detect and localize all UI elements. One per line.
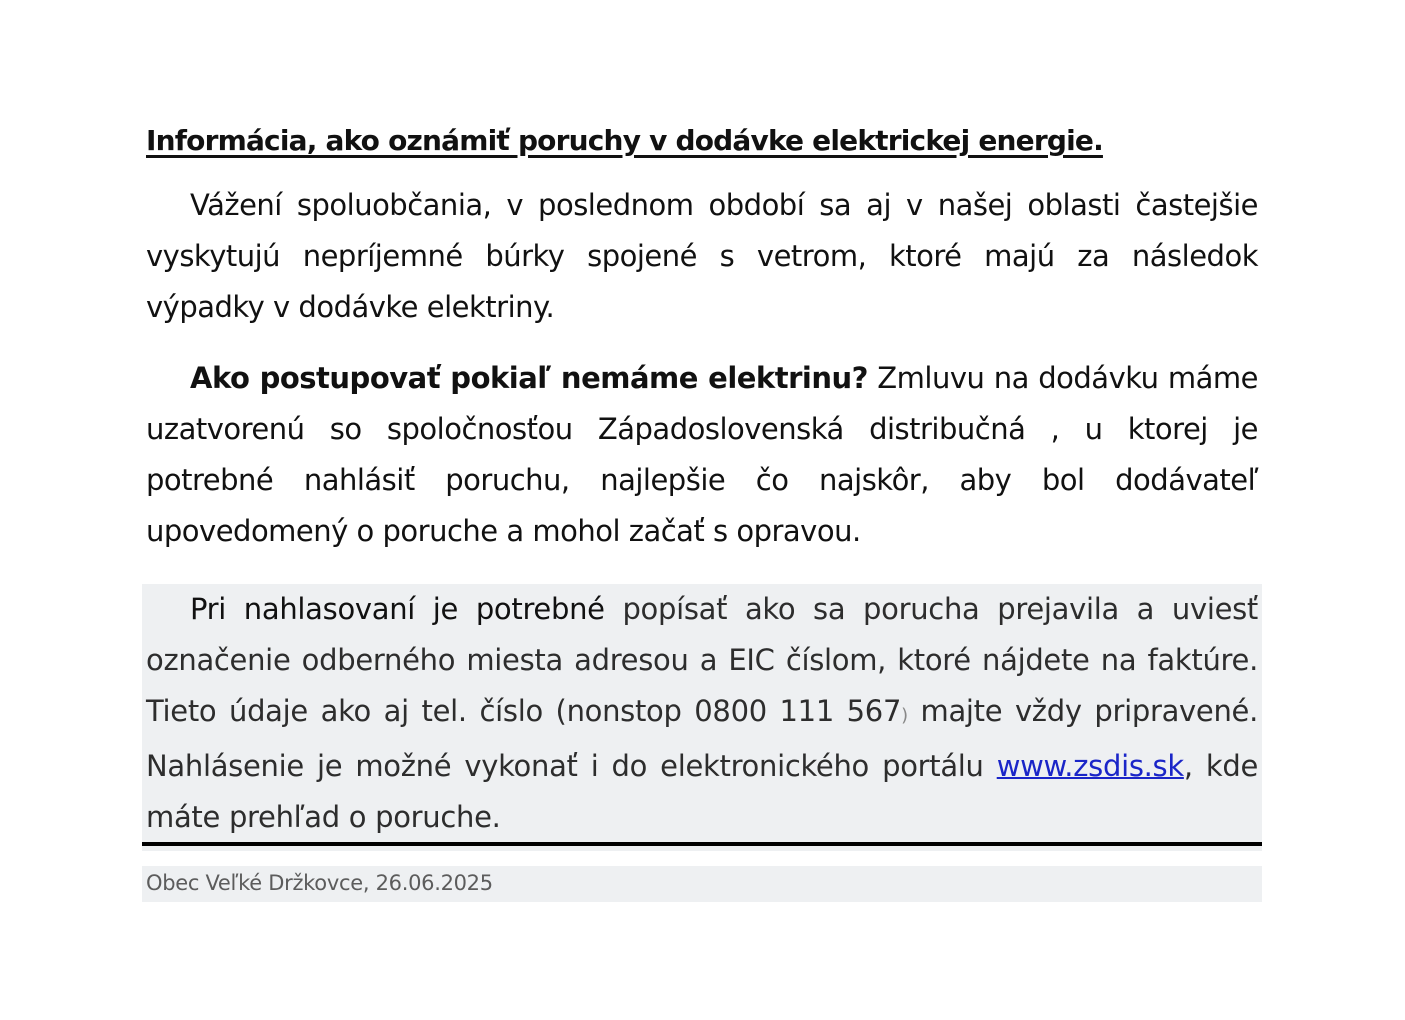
paragraph-reporting-text-2: majte vždy pripravené. Nahlásenie je možné vykonať i do elektronického portálu [146, 694, 1258, 783]
paragraph-reporting [146, 584, 1258, 843]
paragraph-reporting-text: popísať ako sa porucha prejavila a uviesť označenie odberného miesta adresou a EIC číslom, ktoré nájdete na faktúre. Tieto údaje ako aj tel. číslo (nonstop 0800 111 567 [146, 592, 1258, 728]
horizontal-rule [142, 842, 1262, 846]
document-title: Informácia, ako oznámiť poruchy v dodávke elektrickej energie. [146, 124, 1103, 157]
paragraph-instructions-text: Zmluvu na dodávku máme uzatvorenú so spoločnosťou Západoslovenská distribučná , u ktorej je potrebné nahlásiť poruchu, najlepšie čo najskôr, aby bol dodávateľ upovedomený o poruche a mohol začať s opravou. [146, 361, 1258, 548]
paragraph-intro: Vážení spoluobčania, v poslednom období sa aj v našej oblasti častejšie vyskytujú nepríjemné búrky spojené s vetrom, ktoré majú za následok výpadky v dodávke elektriny. [146, 188, 1258, 324]
paragraph-instructions-lead: Ako postupovať pokiaľ nemáme elektrinu? [190, 361, 868, 395]
paragraph-reporting-end: , kde máte prehľad o poruche. [146, 749, 1258, 834]
zsdis-portal-link[interactable]: www.zsdis.sk [996, 749, 1184, 783]
closing-parenthesis: ) [901, 705, 908, 726]
document-page [146, 118, 1258, 895]
highlighted-section [142, 584, 1262, 851]
footer-text: Obec Veľké Držkovce, 26.06.2025 [146, 871, 493, 895]
footer-signature [142, 866, 1262, 902]
paragraph-instructions [146, 353, 1258, 557]
paragraph-reporting-lead: Pri nahlasovaní je potrebné [190, 592, 605, 626]
